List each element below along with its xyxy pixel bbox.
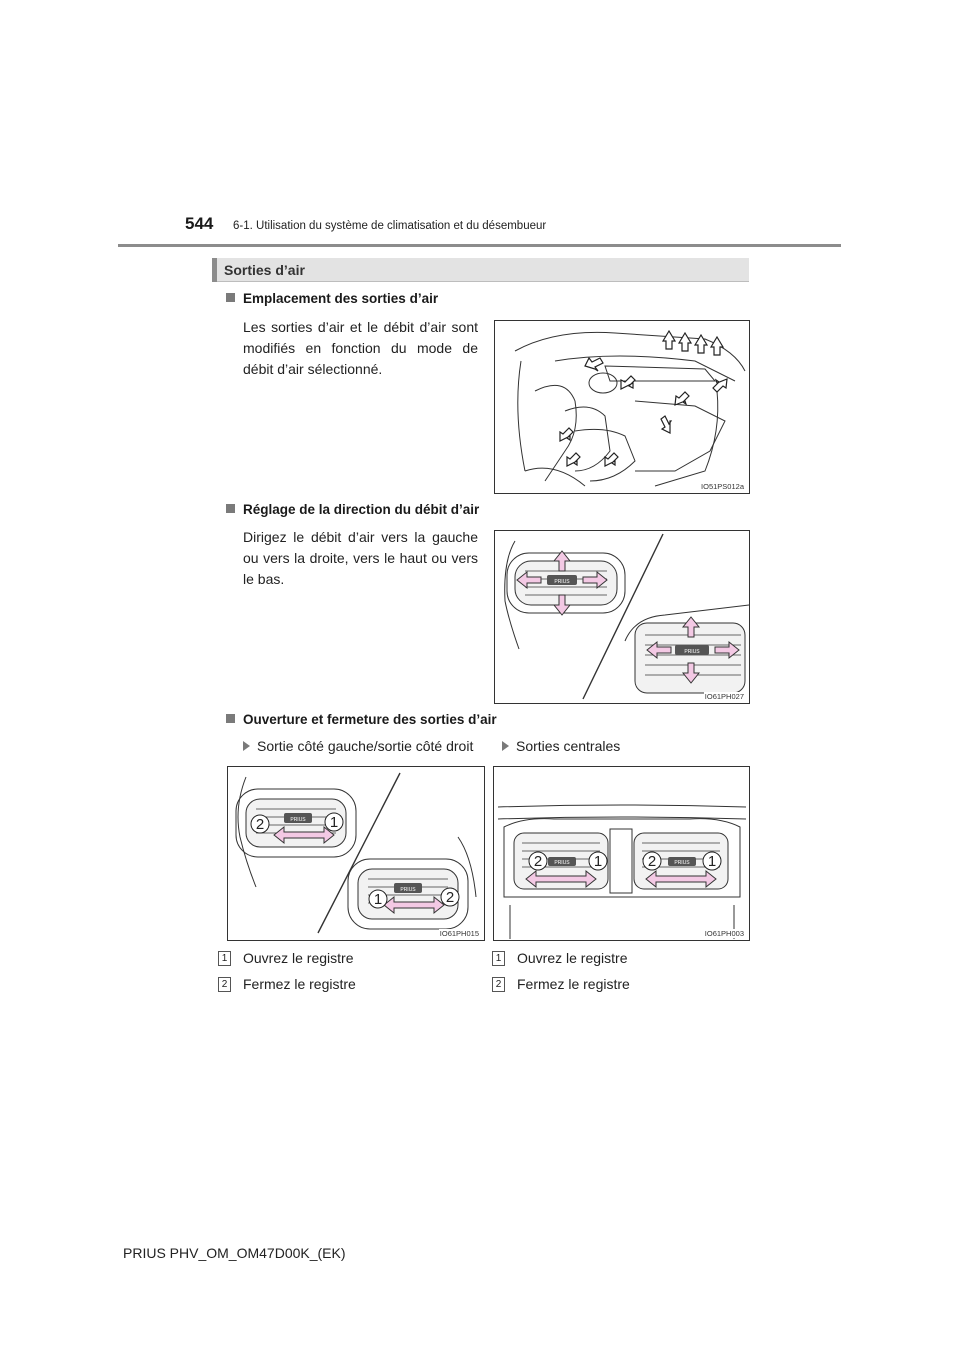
subheading-air-outlet-location (226, 291, 438, 306)
callout-2: 2 (445, 889, 455, 906)
callout-2: 2 (647, 853, 657, 870)
vent-logo: PRIUS (290, 817, 306, 823)
page-number: 544 (185, 214, 214, 233)
section-marker (212, 258, 217, 282)
square-bullet-icon (226, 504, 235, 513)
header-rule (118, 244, 841, 247)
subheading-text: Réglage de la direction du débit d’air (243, 502, 480, 517)
cabin-illustration (495, 321, 749, 493)
callout-1: 1 (373, 891, 383, 908)
legend-number-2: 2 (218, 977, 231, 992)
legend-number-2: 2 (492, 977, 505, 992)
caption-text: Sortie côté gauche/sortie côté droit (257, 738, 474, 754)
figure-code: IO51PS012a (701, 482, 744, 491)
figure-airflow-direction (494, 530, 750, 704)
legend-text-close: Fermez le registre (517, 976, 630, 992)
chapter-title: 6-1. Utilisation du système de climatisation et du désembueur (233, 220, 547, 232)
vent-logo: PRIUS (674, 860, 690, 866)
figure-code: IO61PH015 (439, 929, 479, 938)
callout-1: 1 (707, 853, 717, 870)
paragraph-air-outlet-location: Les sorties d’air et le débit d’air sont modifiés en fonction du mode de débit d’air sélectionné. (243, 319, 478, 377)
figure-center-outlets (493, 766, 750, 941)
legend-number-1: 1 (218, 951, 231, 966)
callout-2: 2 (255, 816, 265, 833)
section-title: Sorties d’air (224, 262, 305, 278)
figure-side-outlets (227, 766, 485, 941)
subheading-text: Emplacement des sorties d’air (243, 291, 439, 306)
figure-code: IO61PH027 (704, 692, 744, 701)
section-title-bar (212, 258, 749, 282)
square-bullet-icon (226, 293, 235, 302)
subheading-text: Ouverture et fermeture des sorties d’air (243, 712, 497, 727)
paragraph-airflow-direction: Dirigez le débit d’air vers la gauche ou vers la droite, vers le haut ou vers le bas. (243, 529, 478, 587)
footer-document-code: PRIUS PHV_OM_OM47D00K_(EK) (123, 1245, 346, 1261)
triangle-bullet-icon (243, 741, 250, 751)
caption-side-outlets (243, 738, 473, 754)
legend-text-open: Ouvrez le registre (243, 950, 354, 966)
triangle-bullet-icon (502, 741, 509, 751)
vent-logo: PRIUS (554, 860, 570, 866)
center-vent-illustration (494, 767, 749, 940)
vent-logo: PRIUS (684, 649, 700, 655)
caption-text: Sorties centrales (516, 738, 621, 754)
legend-text-open: Ouvrez le registre (517, 950, 628, 966)
subheading-airflow-direction (226, 502, 479, 517)
legend-text-close: Fermez le registre (243, 976, 356, 992)
callout-2: 2 (533, 853, 543, 870)
vent-logo: PRIUS (554, 579, 570, 585)
side-vent-illustration (228, 767, 484, 940)
figure-code: IO61PH003 (704, 929, 744, 938)
legend-number-1: 1 (492, 951, 505, 966)
callout-1: 1 (593, 853, 603, 870)
vent-logo: PRIUS (400, 887, 416, 893)
subheading-open-close-outlets (226, 712, 497, 727)
caption-center-outlets (502, 738, 620, 754)
square-bullet-icon (226, 714, 235, 723)
callout-1: 1 (329, 814, 339, 831)
figure-air-outlets-cabin (494, 320, 750, 494)
vent-direction-illustration (495, 531, 749, 703)
